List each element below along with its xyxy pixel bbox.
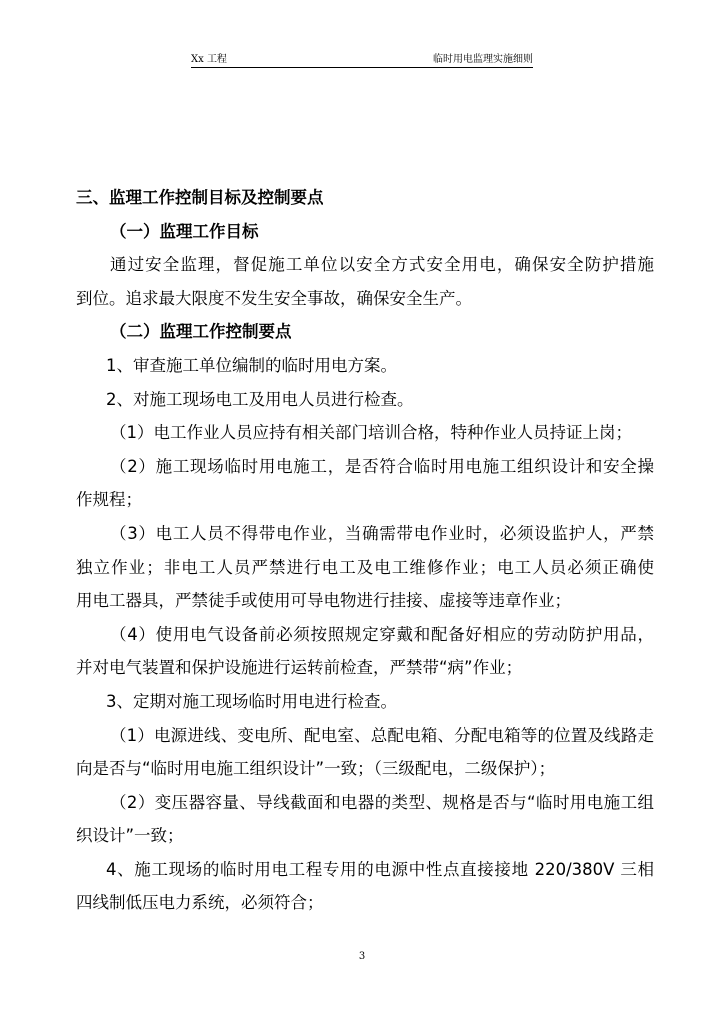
list-subitem: （1）电工作业人员应持有相关部门培训合格，特种作业人员持证上岗； <box>110 423 632 443</box>
paragraph-line: 到位。追求最大限度不发生安全事故，确保安全生产。 <box>76 288 472 308</box>
list-subitem-continuation: 独立作业；非电工人员严禁进行电工及电工维修作业；电工人员必须正确使 <box>76 557 654 577</box>
list-item: 4、施工现场的临时用电工程专用的电源中性点直接接地 220/380V 三相 <box>106 859 654 879</box>
list-subitem-continuation: 并对电气装置和保护设施进行运转前检查，严禁带“病”作业； <box>76 658 523 678</box>
subsection-title-control-points: （二）监理工作控制要点 <box>110 322 292 342</box>
list-subitem-continuation: 作规程； <box>76 490 142 510</box>
header-document-title: 临时用电监理实施细则 <box>433 54 533 65</box>
list-subitem: （4）使用电气设备前必须按照规定穿戴和配备好相应的劳动防护用品， <box>110 624 654 644</box>
list-item: 3、定期对施工现场临时用电进行检查。 <box>106 691 397 711</box>
list-item: 2、对施工现场电工及用电人员进行检查。 <box>106 389 414 409</box>
header-project-name: Xx 工程 <box>191 54 227 65</box>
subsection-title-goals: （一）监理工作目标 <box>110 221 259 241</box>
list-subitem: （2）变压器容量、导线截面和电器的类型、规格是否与“临时用电施工组 <box>110 792 654 812</box>
paragraph-line: 通过安全监理，督促施工单位以安全方式安全用电，确保安全防护措施 <box>110 255 654 275</box>
page-number: 3 <box>358 951 366 962</box>
list-subitem-continuation: 向是否与“临时用电施工组织设计”一致；（三级配电，二级保护）； <box>76 759 556 779</box>
list-item: 1、审查施工单位编制的临时用电方案。 <box>106 355 397 375</box>
list-subitem: （3）电工人员不得带电作业，当确需带电作业时，必须设监护人，严禁 <box>110 523 654 543</box>
document-body <box>76 181 654 920</box>
list-subitem: （2）施工现场临时用电施工，是否符合临时用电施工组织设计和安全操 <box>110 456 654 476</box>
page-header <box>191 53 533 68</box>
list-subitem-continuation: 用电工器具，严禁徒手或使用可导电物进行挂接、虚接等违章作业； <box>76 591 571 611</box>
list-subitem-continuation: 织设计”一致； <box>76 826 184 846</box>
list-item-continuation: 四线制低压电力系统，必须符合； <box>76 893 324 913</box>
list-subitem: （1）电源进线、变电所、配电室、总配电箱、分配电箱等的位置及线路走 <box>110 725 654 745</box>
section-title: 三、监理工作控制目标及控制要点 <box>76 188 324 207</box>
